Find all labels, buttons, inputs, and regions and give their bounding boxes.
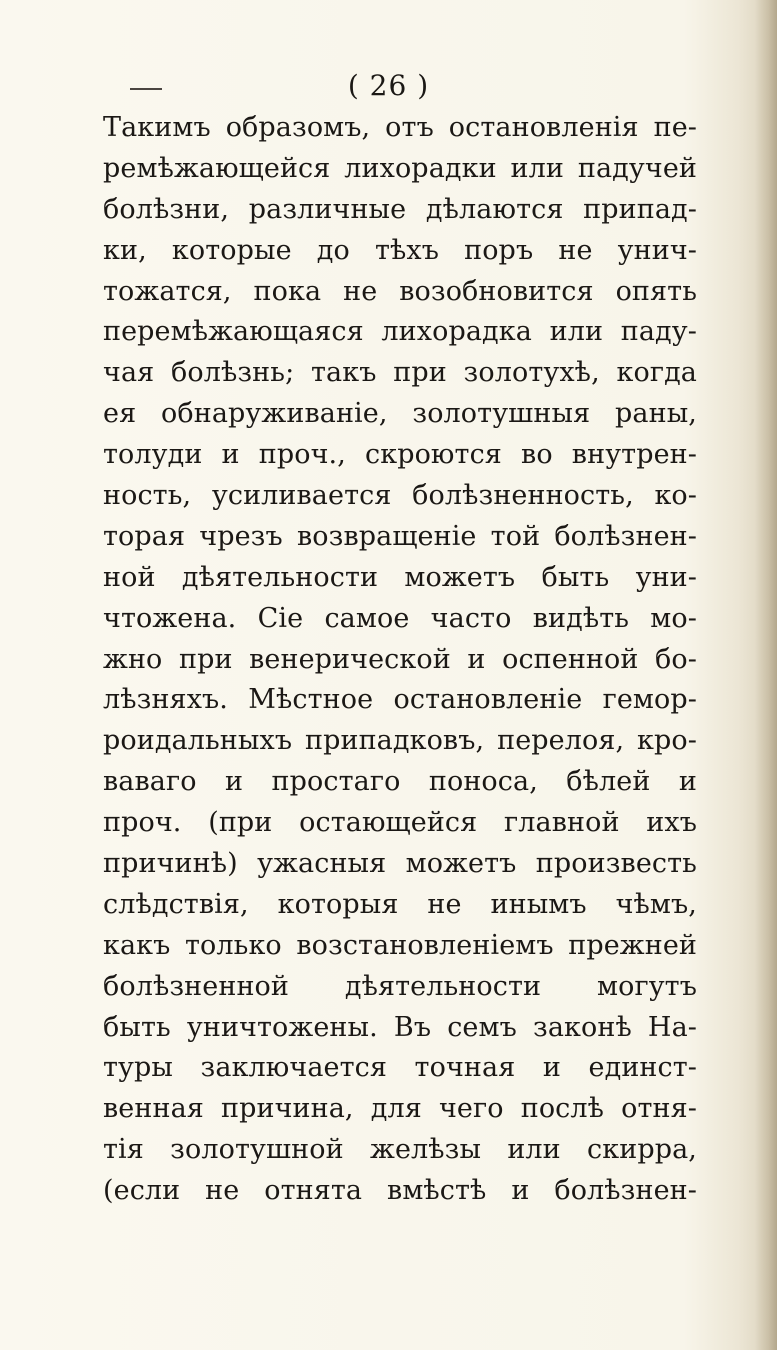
text-line: жно при венерической и оспенной бо- bbox=[103, 643, 697, 675]
text-line: болѣзни, различные дѣлаются припад- bbox=[103, 193, 697, 225]
text-line: тія золотушной желѣзы или скирра, bbox=[103, 1134, 697, 1166]
text-line: тожатся, пока не возобновится опять bbox=[103, 275, 697, 307]
text-line: ки, которые до тѣхъ поръ не унич- bbox=[103, 234, 697, 266]
text-line: какъ только возстановленіемъ прежней bbox=[103, 929, 697, 961]
text-line: быть уничтожены. Въ семъ законѣ На- bbox=[103, 1011, 697, 1043]
text-line: туры заключается точная и единст- bbox=[103, 1052, 697, 1084]
text-line: чтожена. Сіе самое часто видѣть мо- bbox=[103, 602, 697, 634]
text-line: лѣзняхъ. Мѣстное остановленіе гемор- bbox=[103, 684, 697, 716]
page-number: ( 26 ) bbox=[347, 69, 430, 102]
text-line: чая болѣзнь; такъ при золотухѣ, когда bbox=[103, 357, 697, 389]
text-line: роидальныхъ припадковъ, перелоя, кро- bbox=[103, 725, 697, 757]
text-line: торая чрезъ возвращеніе той болѣзнен- bbox=[103, 520, 697, 552]
text-line: ремѣжающейся лихорадки или падучей bbox=[103, 152, 697, 184]
text-line: ваваго и простаго поноса, бѣлей и bbox=[103, 766, 697, 798]
text-line: проч. (при остающейся главной ихъ bbox=[103, 807, 697, 839]
text-line: слѣдствія, которыя не инымъ чѣмъ, bbox=[103, 888, 697, 920]
page-edge-shadow bbox=[755, 0, 777, 1350]
text-line: ея обнаруживаніе, золотушныя раны, bbox=[103, 398, 697, 430]
text-line: причинѣ) ужасныя можетъ произвесть bbox=[103, 848, 697, 880]
text-line: Такимъ образомъ, отъ остановленія пе- bbox=[103, 112, 697, 143]
text-line: (если не отнята вмѣстѣ и болѣзнен- bbox=[103, 1175, 697, 1207]
text-line: болѣзненной дѣятельности могутъ bbox=[103, 970, 697, 1002]
text-line: ность, усиливается болѣзненность, ко- bbox=[103, 480, 697, 512]
body-text bbox=[103, 108, 697, 1212]
text-line: перемѣжающаяся лихорадка или паду- bbox=[103, 316, 697, 348]
text-line: венная причина, для чего послѣ отня- bbox=[103, 1093, 697, 1125]
text-line: толуди и проч., скроются во внутрен- bbox=[103, 439, 697, 471]
text-line: ной дѣятельности можетъ быть уни- bbox=[103, 561, 697, 593]
